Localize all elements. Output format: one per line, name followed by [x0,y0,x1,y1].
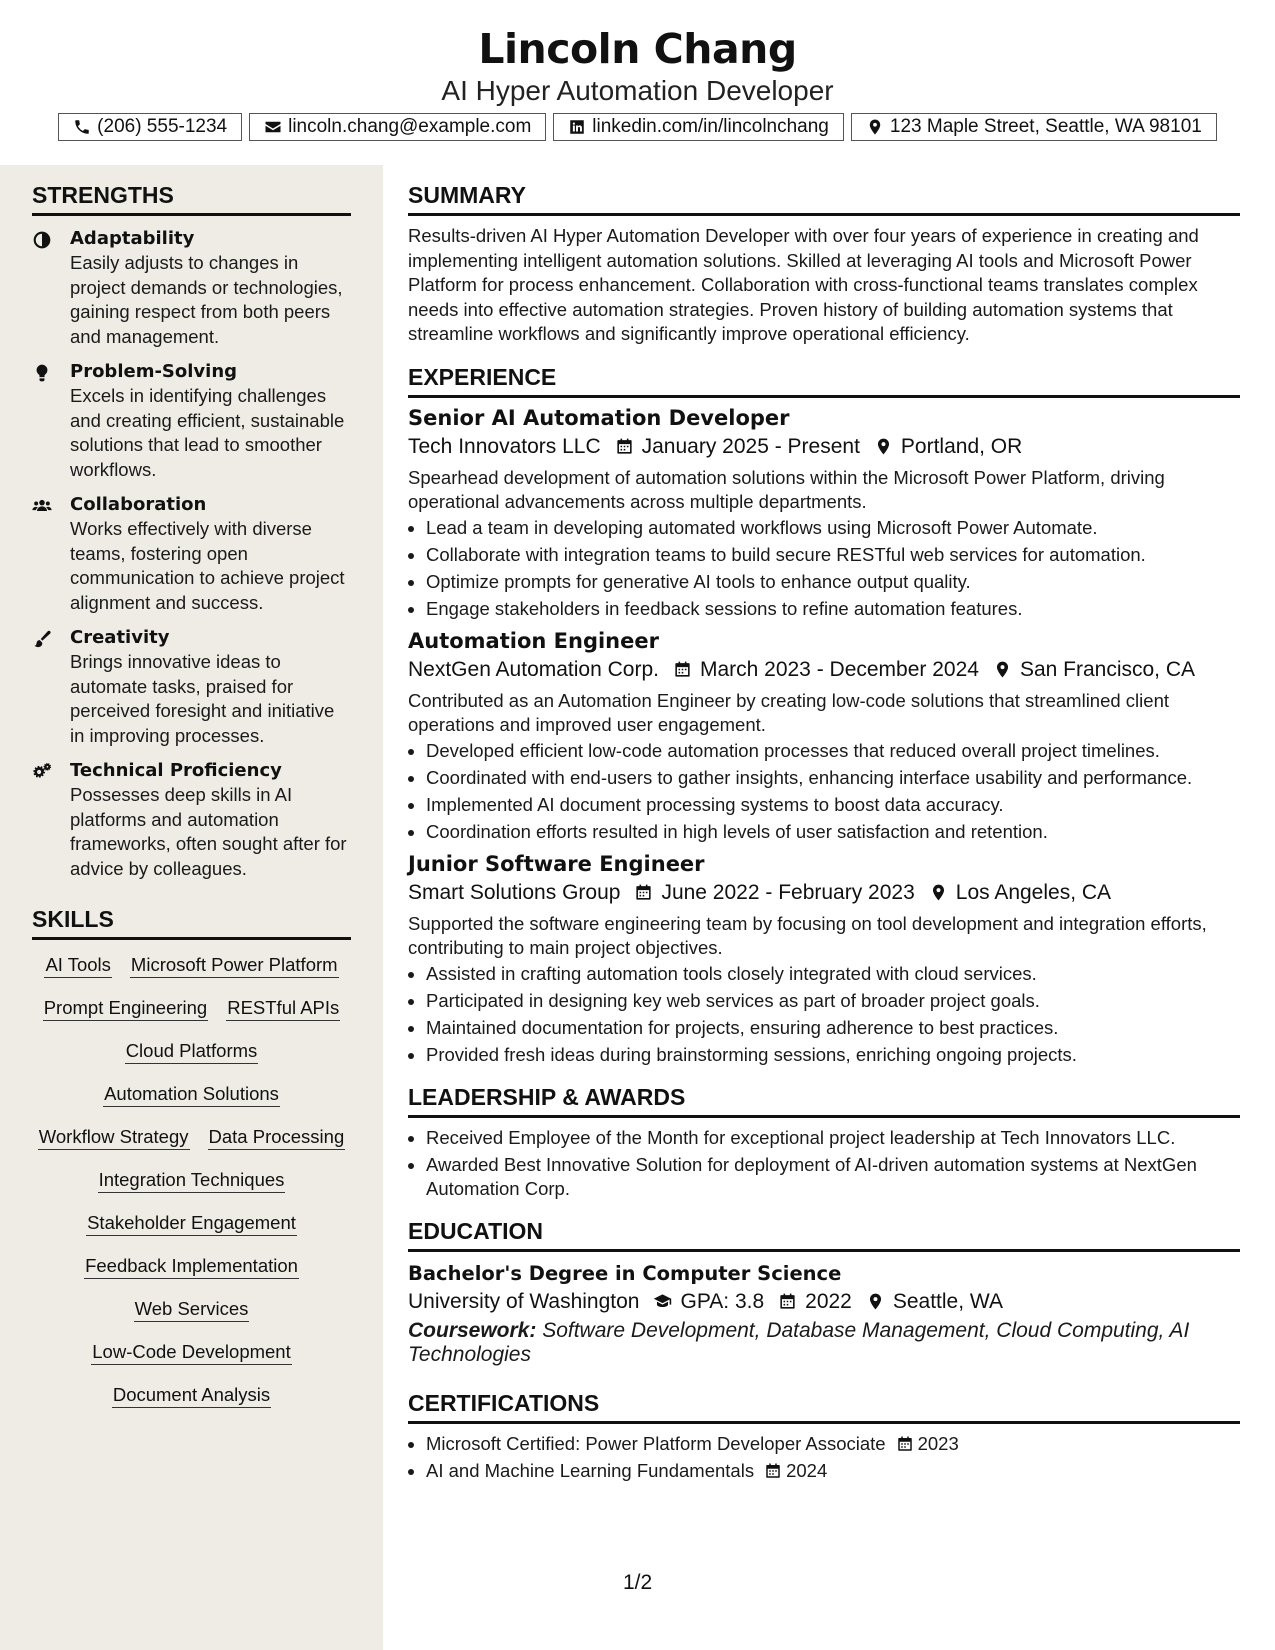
school-name: University of Washington [408,1289,640,1313]
summary-heading: SUMMARY [408,183,1240,216]
contact-text: (206) 555-1234 [97,116,228,137]
strength-title: Creativity [70,627,170,648]
leadership-list [408,1126,1240,1201]
calendar-icon [778,1292,797,1311]
bullet-item: • Provided fresh ideas during brainstorming sessions, enriching ongoing projects. [426,1043,1240,1067]
job-description: Contributed as an Automation Engineer by creating low-code solutions that streamlined client operations and improved user engagement. [408,689,1169,735]
bullet-item: • Assisted in crafting automation tools closely integrated with cloud services. [426,962,1240,986]
education-meta [408,1287,1240,1317]
job-bullets [408,516,1240,621]
map-pin-icon [866,1292,885,1311]
strength-item [32,626,351,748]
strength-title: Problem-Solving [70,361,238,382]
coursework-label: Coursework: [408,1318,537,1342]
job-title: Junior Software Engineer [408,851,705,876]
graduation-year: 2022 [805,1289,852,1313]
certifications-heading: CERTIFICATIONS [408,1391,1240,1424]
job-location: San Francisco, CA [1019,657,1196,681]
bullet-item: • Received Employee of the Month for exceptional project leadership at Tech Innovators LLC. [426,1126,1240,1150]
job-title: Automation Engineer [408,628,659,653]
contact-text: 123 Maple Street, Seattle, WA 98101 [889,116,1202,137]
contact-phone[interactable] [58,113,242,141]
strength-desc: Easily adjusts to changes in project demands or technologies, gaining respect from both peers and management. [70,252,343,347]
calendar-icon [764,1462,782,1480]
job-entry [408,850,1240,1067]
lightbulb-icon [32,363,52,383]
map-pin-icon [993,660,1012,679]
job-location: Portland, OR [900,434,1023,458]
sidebar [0,165,383,1650]
main-content [408,165,1240,1486]
contact-linkedin[interactable] [553,113,844,141]
contact-text: linkedin.com/in/lincolnchang [592,116,829,137]
strength-desc: Excels in identifying challenges and creating efficient, sustainable solutions that lead to smoother workflows. [70,385,345,480]
skill-tag: Microsoft Power Platform [130,954,339,978]
bullet-item: • Coordination efforts resulted in high levels of user satisfaction and retention. [426,820,1240,844]
coursework [408,1319,1240,1367]
calendar-icon [615,437,634,456]
degree-title: Bachelor's Degree in Computer Science [408,1261,842,1285]
skill-tag: Data Processing [208,1126,346,1150]
job-company: Smart Solutions Group [408,880,621,904]
gears-icon [32,762,52,782]
candidate-name: Lincoln Chang [478,25,797,73]
skill-tag: Web Services [134,1298,250,1322]
paintbrush-icon [32,629,52,649]
strength-item [32,360,351,482]
experience-heading: EXPERIENCE [408,365,1240,398]
bullet-item: • Implemented AI document processing systems to boost data accuracy. [426,793,1240,817]
bullet-item: • Collaborate with integration teams to build secure RESTful web services for automation. [426,543,1240,567]
certification-item [426,1459,1240,1483]
job-location: Los Angeles, CA [955,880,1112,904]
map-pin-icon [874,437,893,456]
certification-name: AI and Machine Learning Fundamentals [426,1459,755,1481]
education-heading: EDUCATION [408,1219,1240,1252]
skill-tag: Automation Solutions [103,1083,280,1107]
contact-text: lincoln.chang@example.com [288,116,532,137]
contact-address[interactable] [851,113,1217,141]
job-description: Spearhead development of automation solutions within the Microsoft Power Platform, driving operational advancements across multiple departments. [408,466,1165,512]
strength-desc: Brings innovative ideas to automate tasks, praised for perceived foresight and initiative in improving processes. [70,651,335,746]
job-bullets [408,962,1240,1067]
strength-title: Adaptability [70,228,195,249]
users-icon [32,496,52,516]
job-description: Supported the software engineering team by focusing on tool development and integration efforts, contributing to main project objectives. [408,912,1207,958]
skill-tag: Document Analysis [112,1384,271,1408]
job-entry [408,627,1240,844]
calendar-icon [673,660,692,679]
job-company: NextGen Automation Corp. [408,657,659,681]
strength-desc: Possesses deep skills in AI platforms and automation frameworks, often sought after for advice by colleagues. [70,784,347,879]
summary-text: Results-driven AI Hyper Automation Developer with over four years of experience in creating and implementing intelligent automation solutions. Skilled at leveraging AI tools and Microsoft Power Platform for process enhancement. Collaboration with cross-functional teams translates complex needs into effective automation strategies. Proven history of building automation systems that streamline workflows and significantly improve operational efficiency. [408,225,1199,344]
map-pin-icon [866,118,884,136]
leadership-heading: LEADERSHIP & AWARDS [408,1085,1240,1118]
certifications-list [408,1432,1240,1483]
bullet-item: • Optimize prompts for generative AI tools to enhance output quality. [426,570,1240,594]
job-meta [408,878,1240,908]
bullet-item: • Lead a team in developing automated workflows using Microsoft Power Automate. [426,516,1240,540]
job-title: Senior AI Automation Developer [408,405,790,430]
envelope-icon [264,118,282,136]
strength-item [32,493,351,615]
school-location: Seattle, WA [892,1289,1003,1313]
strength-item [32,759,351,881]
candidate-title: AI Hyper Automation Developer [441,75,834,106]
certification-year: 2023 [917,1432,959,1454]
linkedin-icon [568,118,586,136]
skill-tag: Low-Code Development [91,1341,291,1365]
coursework-list: Software Development, Database Management, Cloud Computing, AI Technologies [408,1318,1190,1366]
bullet-item: • Coordinated with end-users to gather insights, enhancing interface usability and performance. [426,766,1240,790]
bullet-item: • Engage stakeholders in feedback sessions to refine automation features. [426,597,1240,621]
job-entry [408,404,1240,621]
skill-tag: Feedback Implementation [84,1255,299,1279]
strength-item [32,227,351,349]
certification-name: Microsoft Certified: Power Platform Developer Associate [426,1432,886,1454]
bullet-item: • Maintained documentation for projects, ensuring adherence to best practices. [426,1016,1240,1040]
calendar-icon [634,883,653,902]
bullet-item: • Participated in designing key web services as part of broader project goals. [426,989,1240,1013]
job-bullets [408,739,1240,844]
calendar-icon [896,1435,914,1453]
job-company: Tech Innovators LLC [408,434,601,458]
skill-tag: Stakeholder Engagement [86,1212,297,1236]
skills-list [32,954,351,1408]
job-dates: June 2022 - February 2023 [661,880,915,904]
skills-heading: SKILLS [32,907,351,940]
contact-bar [0,113,1275,141]
skill-tag: RESTful APIs [226,997,340,1021]
certification-year: 2024 [786,1459,828,1481]
skill-tag: Workflow Strategy [38,1126,190,1150]
contact-email[interactable] [249,113,546,141]
job-meta [408,432,1240,462]
half-circle-icon [32,230,52,250]
bullet-item: • Awarded Best Innovative Solution for deployment of AI-driven automation systems at NextGen Automation Corp. [426,1153,1240,1201]
skill-tag: AI Tools [44,954,111,978]
skill-tag: Cloud Platforms [125,1040,259,1064]
job-dates: March 2023 - December 2024 [699,657,979,681]
certification-item [426,1432,1240,1456]
gpa: GPA: 3.8 [680,1289,765,1313]
strength-desc: Works effectively with diverse teams, fostering open communication to achieve project alignment and success. [70,518,345,613]
bullet-item: • Developed efficient low-code automation processes that reduced overall project timelines. [426,739,1240,763]
map-pin-icon [929,883,948,902]
resume-header [0,0,1275,141]
job-meta [408,655,1240,685]
phone-icon [73,118,91,136]
strength-title: Collaboration [70,494,207,515]
job-dates: January 2025 - Present [641,434,860,458]
strengths-heading: STRENGTHS [32,183,351,216]
strength-title: Technical Proficiency [70,760,282,781]
page-number: 1/2 [623,1571,653,1594]
graduation-cap-icon [653,1292,672,1311]
skill-tag: Integration Techniques [98,1169,286,1193]
skill-tag: Prompt Engineering [43,997,209,1021]
